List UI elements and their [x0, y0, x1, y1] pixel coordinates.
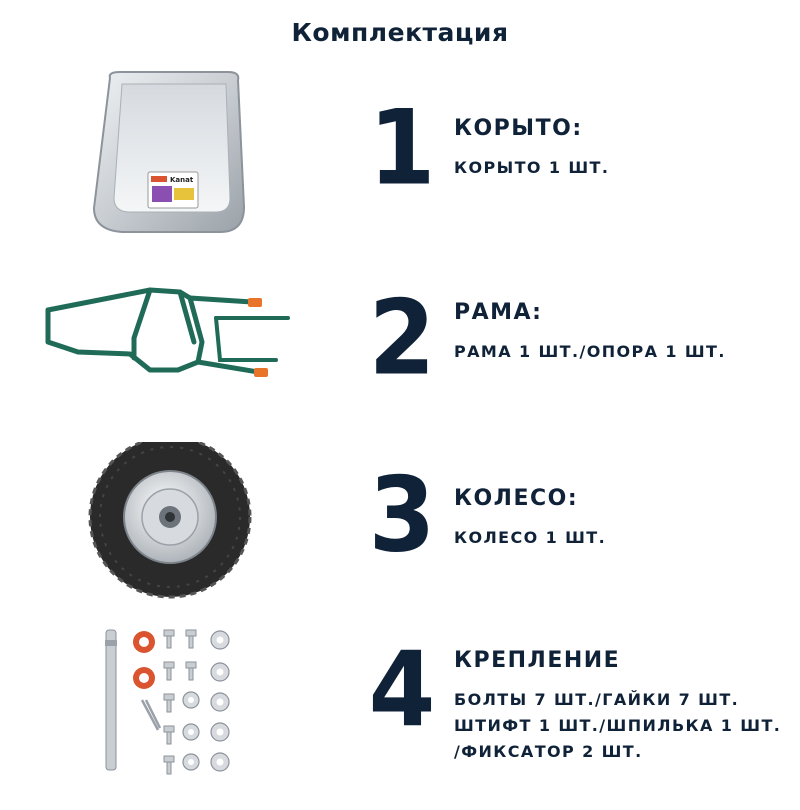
frame-icon: [30, 262, 330, 452]
item-detail: КОРЫТО 1 ШТ.: [454, 158, 610, 177]
kit-item-wheel: [0, 442, 800, 632]
item-detail: КОЛЕСО 1 ШТ.: [454, 528, 607, 547]
page-title: Комплектация: [291, 18, 509, 47]
item-number: 1: [368, 87, 436, 209]
item-number: 2: [368, 277, 436, 399]
tray-sticker-logo: Kanat: [170, 176, 194, 184]
fasteners-icon: [30, 620, 330, 810]
kit-item-tray: [0, 62, 800, 252]
kit-item-frame: [0, 262, 800, 452]
item-number: 4: [368, 629, 436, 751]
item-title: РАМА:: [454, 300, 543, 325]
item-detail: /ФИКСАТОР 2 ШТ.: [454, 742, 643, 761]
item-detail: РАМА 1 ШТ./ОПОРА 1 ШТ.: [454, 342, 726, 361]
item-detail: БОЛТЫ 7 ШТ./ГАЙКИ 7 ШТ.: [454, 690, 740, 709]
item-title: КРЕПЛЕНИЕ: [454, 648, 621, 673]
wheel-icon: [30, 442, 330, 632]
kit-item-fasteners: [0, 620, 800, 810]
item-number: 3: [368, 454, 436, 576]
item-title: КОЛЕСО:: [454, 486, 579, 511]
item-title: КОРЫТО:: [454, 116, 583, 141]
item-detail: ШТИФТ 1 ШТ./ШПИЛЬКА 1 ШТ.: [454, 716, 782, 735]
tray-icon: [30, 62, 330, 252]
